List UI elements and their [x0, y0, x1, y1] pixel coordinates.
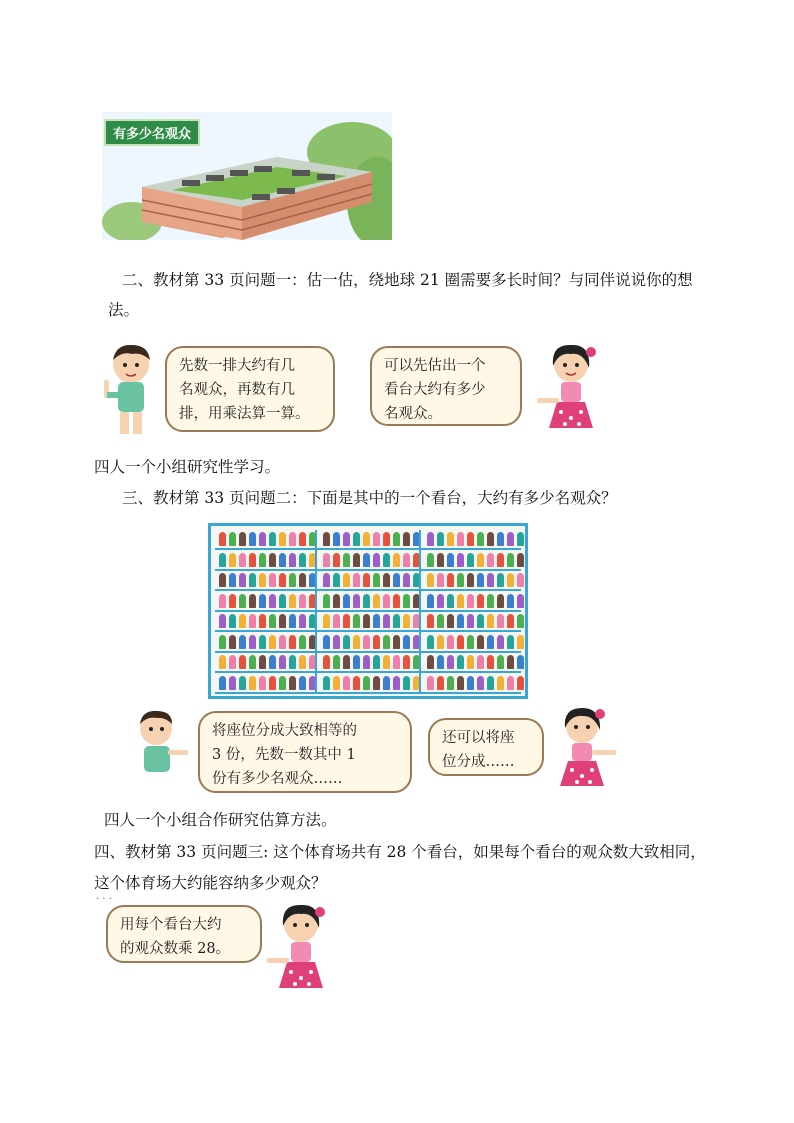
spectator	[353, 635, 360, 649]
spectator	[239, 635, 246, 649]
spectator	[477, 594, 484, 608]
spectator	[229, 532, 236, 546]
girl-speech-bubble-1: 可以先估出一个 看台大约有多少 名观众。	[370, 346, 522, 426]
spectator	[343, 573, 350, 587]
spectator	[427, 635, 434, 649]
spectator	[259, 635, 266, 649]
spectator	[487, 594, 494, 608]
section-divider	[419, 530, 421, 692]
spectator	[437, 655, 444, 669]
spectator	[343, 635, 350, 649]
spectator	[333, 573, 340, 587]
spectator	[269, 614, 276, 628]
spectator	[447, 573, 454, 587]
spectator	[239, 594, 246, 608]
spectator	[239, 614, 246, 628]
spectator	[219, 573, 226, 587]
section4-line2: 这个体育场大约能容纳多少观众？	[94, 874, 327, 892]
spectator	[467, 655, 474, 669]
spectator	[289, 532, 296, 546]
spectator	[249, 594, 256, 608]
spectator	[259, 594, 266, 608]
spectator	[229, 553, 236, 567]
spectator	[427, 573, 434, 587]
spectator	[403, 553, 410, 567]
spectator	[393, 655, 400, 669]
spectator	[333, 532, 340, 546]
spectator	[457, 655, 464, 669]
spectator	[467, 614, 474, 628]
spectator	[427, 676, 434, 690]
spectator	[507, 553, 514, 567]
spectator	[447, 655, 454, 669]
spectator	[239, 532, 246, 546]
spectator	[383, 676, 390, 690]
spectator	[363, 594, 370, 608]
spectator	[289, 676, 296, 690]
spectator	[299, 573, 306, 587]
seat-row	[215, 673, 521, 694]
section3-line1: 三、教材第 33 页问题二：下面是其中的一个看台，大约有多少名观众？	[122, 489, 617, 507]
spectator	[249, 635, 256, 649]
seat-row	[215, 591, 521, 612]
spectator	[437, 532, 444, 546]
spectator	[393, 553, 400, 567]
spectator	[467, 635, 474, 649]
spectator	[393, 573, 400, 587]
spectator	[427, 614, 434, 628]
spectator	[229, 635, 236, 649]
spectator	[383, 553, 390, 567]
spectator	[393, 676, 400, 690]
spectator	[219, 614, 226, 628]
note-group-method: 四人一个小组合作研究估算方法。	[104, 811, 337, 829]
spectator	[219, 553, 226, 567]
stadium-title-label: 有多少名观众	[104, 119, 200, 146]
seat-row	[215, 570, 521, 591]
section-divider	[315, 530, 317, 692]
spectator	[299, 532, 306, 546]
spectator	[383, 532, 390, 546]
spectator	[343, 532, 350, 546]
spectator	[219, 532, 226, 546]
spectator	[487, 676, 494, 690]
seat-row	[215, 652, 521, 673]
seat-row	[215, 611, 521, 632]
spectator	[279, 573, 286, 587]
spectator	[403, 676, 410, 690]
spectator	[403, 635, 410, 649]
spectator	[363, 573, 370, 587]
spectator	[229, 655, 236, 669]
spectator	[457, 532, 464, 546]
spectator	[229, 676, 236, 690]
spectator	[363, 676, 370, 690]
spectator	[353, 553, 360, 567]
spectator	[299, 635, 306, 649]
spectator	[373, 573, 380, 587]
spectator	[427, 655, 434, 669]
spectator	[393, 532, 400, 546]
spectator	[383, 614, 390, 628]
spectator	[333, 655, 340, 669]
spectator	[497, 655, 504, 669]
spectator	[393, 594, 400, 608]
spectator	[403, 573, 410, 587]
boy-speech-bubble-2: 将座位分成大致相等的 3 份，先数一数其中 1 份有多少名观众……	[198, 711, 412, 793]
spectator	[333, 553, 340, 567]
spectator	[373, 532, 380, 546]
spectator	[517, 553, 524, 567]
spectator	[333, 614, 340, 628]
spectator	[517, 676, 524, 690]
spectator	[517, 635, 524, 649]
spectator	[467, 553, 474, 567]
spectator	[289, 635, 296, 649]
spectator	[507, 655, 514, 669]
spectator	[497, 573, 504, 587]
spectator	[279, 676, 286, 690]
spectator	[507, 676, 514, 690]
spectator	[403, 614, 410, 628]
spectator	[383, 594, 390, 608]
spectator	[373, 676, 380, 690]
spectator	[427, 594, 434, 608]
girl-speech-bubble-3: 用每个看台大约 的观众数乘 28。	[106, 905, 262, 963]
spectator	[467, 676, 474, 690]
spectator	[477, 553, 484, 567]
section2-line2: 法。	[108, 301, 140, 319]
spectator	[487, 614, 494, 628]
spectator	[269, 532, 276, 546]
spectator	[249, 676, 256, 690]
spectator	[229, 594, 236, 608]
spectator	[289, 614, 296, 628]
girl-illustration	[552, 706, 622, 792]
spectator	[323, 573, 330, 587]
spectator	[363, 655, 370, 669]
spectator	[279, 532, 286, 546]
spectator	[343, 676, 350, 690]
spectator	[289, 553, 296, 567]
spectator	[229, 614, 236, 628]
spectator	[353, 676, 360, 690]
spectator	[477, 655, 484, 669]
spectator	[403, 655, 410, 669]
spectator	[467, 532, 474, 546]
spectator	[467, 573, 474, 587]
spectator	[457, 573, 464, 587]
spectator	[289, 594, 296, 608]
spectator	[457, 635, 464, 649]
spectator	[259, 532, 266, 546]
spectator	[343, 594, 350, 608]
spectator	[249, 532, 256, 546]
spectator	[363, 532, 370, 546]
spectator	[497, 594, 504, 608]
spectator	[457, 553, 464, 567]
spectator	[497, 532, 504, 546]
spectator	[447, 532, 454, 546]
spectator	[477, 532, 484, 546]
spectator	[447, 635, 454, 649]
spectator	[403, 594, 410, 608]
spectator	[437, 553, 444, 567]
boy-speech-bubble-1: 先数一排大约有几 名观众，再数有几 排，用乘法算一算。	[165, 346, 335, 432]
spectator	[373, 594, 380, 608]
spectator	[517, 532, 524, 546]
spectator	[457, 594, 464, 608]
spectator	[343, 553, 350, 567]
spectator	[393, 635, 400, 649]
note-group-study: 四人一个小组研究性学习。	[94, 458, 281, 476]
spectator	[487, 635, 494, 649]
spectator	[299, 553, 306, 567]
spectator	[289, 573, 296, 587]
spectator	[323, 553, 330, 567]
spectator	[219, 655, 226, 669]
spectator	[477, 614, 484, 628]
spectator	[437, 635, 444, 649]
spectator	[333, 676, 340, 690]
spectator	[269, 573, 276, 587]
spectator	[269, 655, 276, 669]
spectator	[353, 573, 360, 587]
girl-speech-bubble-2: 还可以将座 位分成……	[428, 718, 544, 776]
spectator	[427, 532, 434, 546]
spectator	[353, 594, 360, 608]
spectator	[497, 614, 504, 628]
spectator	[373, 655, 380, 669]
spectator	[497, 676, 504, 690]
spectator	[259, 614, 266, 628]
spectator	[477, 676, 484, 690]
spectator	[229, 573, 236, 587]
spectator	[457, 614, 464, 628]
spectator	[249, 553, 256, 567]
spectator	[437, 594, 444, 608]
girl-illustration	[265, 902, 331, 994]
spectator	[497, 635, 504, 649]
spectator	[363, 553, 370, 567]
spectator	[239, 553, 246, 567]
spectator	[289, 655, 296, 669]
spectator	[239, 573, 246, 587]
spectator	[447, 594, 454, 608]
stand-seating-illustration	[208, 523, 528, 699]
spectator	[299, 594, 306, 608]
spectator	[353, 614, 360, 628]
spectator	[373, 614, 380, 628]
spectator	[279, 594, 286, 608]
spectator	[447, 553, 454, 567]
spectator	[373, 635, 380, 649]
spectator	[517, 573, 524, 587]
spectator	[467, 594, 474, 608]
spectator	[447, 614, 454, 628]
spectator	[353, 532, 360, 546]
spectator	[487, 532, 494, 546]
spectator	[457, 676, 464, 690]
seat-row	[215, 632, 521, 653]
spectator	[259, 676, 266, 690]
spectator	[507, 532, 514, 546]
spectator	[353, 655, 360, 669]
seat-row	[215, 529, 521, 550]
spectator	[259, 553, 266, 567]
spectator	[333, 635, 340, 649]
ellipsis-dots: · · ·	[96, 894, 112, 905]
stadium-illustration	[102, 112, 392, 240]
spectator	[323, 655, 330, 669]
spectator	[323, 676, 330, 690]
spectator	[323, 635, 330, 649]
spectator	[219, 635, 226, 649]
spectator	[517, 614, 524, 628]
spectator	[259, 655, 266, 669]
spectator	[383, 573, 390, 587]
spectator	[373, 553, 380, 567]
spectator	[383, 635, 390, 649]
spectator	[269, 635, 276, 649]
spectator	[269, 553, 276, 567]
spectator	[279, 635, 286, 649]
spectator	[487, 655, 494, 669]
spectator	[487, 573, 494, 587]
spectator	[239, 676, 246, 690]
spectator	[323, 614, 330, 628]
spectator	[299, 676, 306, 690]
spectator	[507, 635, 514, 649]
spectator	[487, 553, 494, 567]
spectator	[279, 655, 286, 669]
spectator	[299, 614, 306, 628]
spectator	[269, 594, 276, 608]
spectator	[259, 573, 266, 587]
spectator	[249, 655, 256, 669]
spectator	[437, 614, 444, 628]
spectator	[269, 676, 276, 690]
spectator	[279, 614, 286, 628]
spectator	[323, 532, 330, 546]
spectator	[447, 676, 454, 690]
spectator	[507, 594, 514, 608]
seat-row	[215, 550, 521, 571]
spectator	[219, 594, 226, 608]
spectator	[383, 655, 390, 669]
boy-illustration	[102, 342, 160, 438]
spectator	[507, 614, 514, 628]
spectator	[393, 614, 400, 628]
spectator	[507, 573, 514, 587]
spectator	[497, 553, 504, 567]
spectator	[477, 573, 484, 587]
girl-illustration	[535, 342, 605, 438]
spectator	[219, 676, 226, 690]
spectator	[323, 594, 330, 608]
section4-line1: 四、教材第 33 页问题三: 这个体育场共有 28 个看台，如果每个看台的观众数大致相同，	[94, 843, 706, 861]
spectator	[437, 676, 444, 690]
spectator	[249, 614, 256, 628]
spectator	[477, 635, 484, 649]
spectator	[517, 594, 524, 608]
section2-line1: 二、教材第 33 页问题一：估一估，绕地球 21 圈需要多长时间？与同伴说说你的想	[122, 271, 693, 289]
spectator	[517, 655, 524, 669]
spectator	[343, 614, 350, 628]
spectator	[279, 553, 286, 567]
boy-illustration	[132, 708, 190, 780]
spectator	[299, 655, 306, 669]
spectator	[343, 655, 350, 669]
spectator	[437, 573, 444, 587]
spectator	[333, 594, 340, 608]
spectator	[403, 532, 410, 546]
spectator	[363, 614, 370, 628]
spectator	[239, 655, 246, 669]
spectator	[427, 553, 434, 567]
spectator	[249, 573, 256, 587]
spectator	[363, 635, 370, 649]
